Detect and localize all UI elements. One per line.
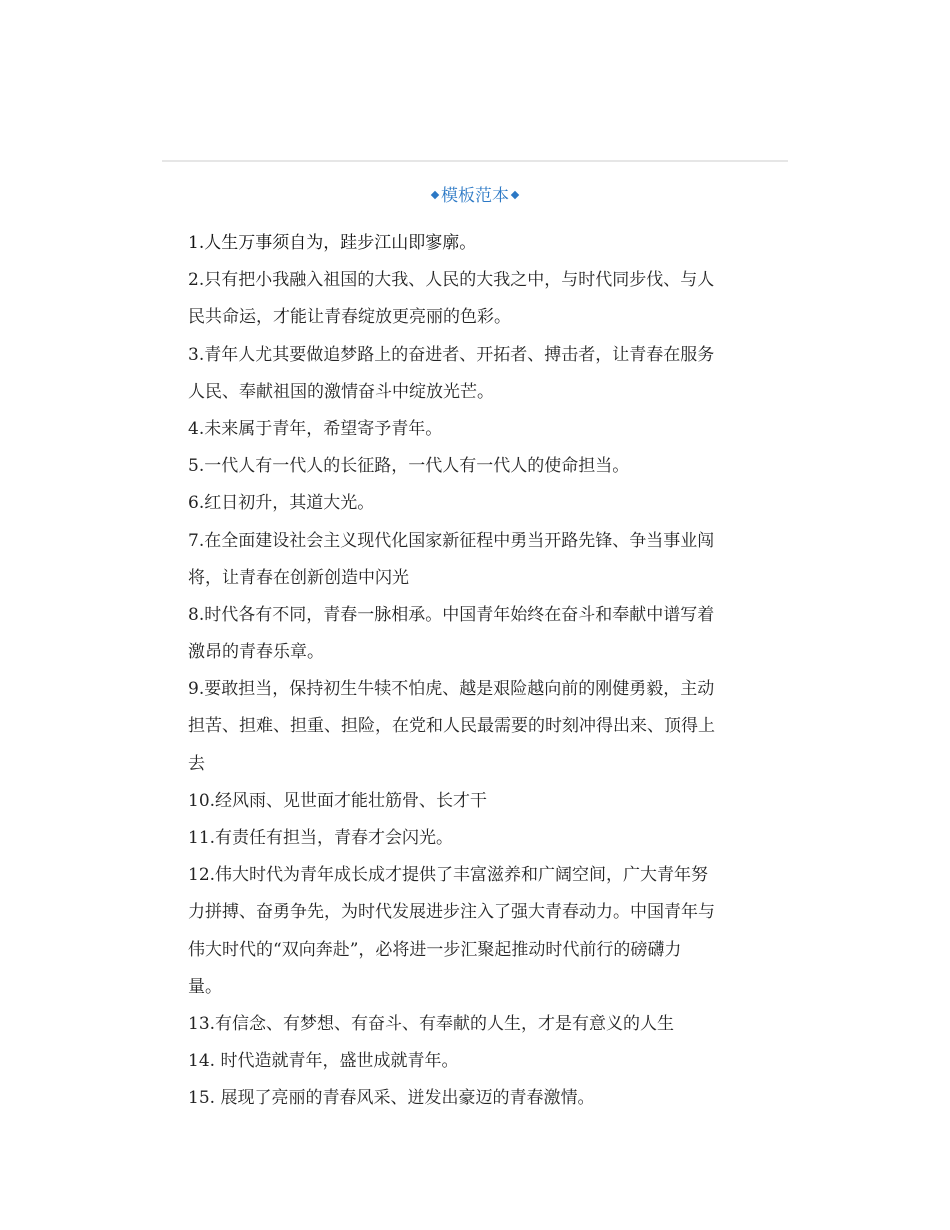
text-line: 14. 时代造就青年，盛世成就青年。 [188, 1051, 459, 1072]
text-line: 量。 [188, 976, 222, 997]
text-line: 5.一代人有一代人的长征路，一代人有一代人的使命担当。 [188, 456, 630, 477]
document-title-text: 模板范本 [441, 186, 509, 206]
text-line: 伟大时代的“双向奔赴”，必将进一步汇聚起推动时代前行的磅礴力 [188, 939, 682, 960]
document-body [188, 225, 763, 1118]
document-title [162, 183, 788, 209]
text-line: 11.有责任有担当，青春才会闪光。 [188, 828, 454, 848]
text-line: 13.有信念、有梦想、有奋斗、有奉献的人生，才是有意义的人生 [188, 1013, 675, 1034]
text-line: 15. 展现了亮丽的青春风采、迸发出豪迈的青春激情。 [188, 1088, 595, 1109]
text-line: 民共命运，才能让青春绽放更亮丽的色彩。 [188, 307, 511, 328]
text-line: 6.红日初升，其道大光。 [188, 493, 375, 514]
text-line: 2.只有把小我融入祖国的大我、人民的大我之中，与时代同步伐、与人 [188, 270, 715, 291]
diamond-right-icon [511, 190, 519, 198]
text-line: 激昂的青春乐章。 [188, 642, 324, 663]
text-line: 12.伟大时代为青年成长成才提供了丰富滋养和广阔空间，广大青年努 [188, 865, 709, 886]
text-line: 8.时代各有不同，青春一脉相承。中国青年始终在奋斗和奉献中谱写着 [188, 604, 715, 625]
text-line: 将，让青春在创新创造中闪光 [188, 567, 409, 588]
text-line: 9.要敢担当，保持初生牛犊不怕虎、越是艰险越向前的刚健勇毅，主动 [188, 679, 715, 700]
text-line: 去 [188, 753, 205, 774]
text-line: 7.在全面建设社会主义现代化国家新征程中勇当开路先锋、争当事业闯 [188, 530, 715, 551]
text-line: 1.人生万事须自为，跬步江山即寥廓。 [188, 233, 477, 253]
text-line: 4.未来属于青年，希望寄予青年。 [188, 418, 443, 439]
diamond-left-icon [431, 190, 439, 198]
text-line: 3.青年人尤其要做追梦路上的奋进者、开拓者、搏击者，让青春在服务 [188, 344, 715, 365]
text-line: 力拼搏、奋勇争先，为时代发展进步注入了强大青春动力。中国青年与 [188, 902, 715, 923]
text-line: 担苦、担难、担重、担险，在党和人民最需要的时刻冲得出来、顶得上 [188, 716, 715, 737]
text-line: 人民、奉献祖国的激情奋斗中绽放光芒。 [188, 381, 494, 402]
text-line: 10.经风雨、见世面才能壮筋骨、长才干 [188, 790, 488, 811]
header-divider [162, 160, 788, 162]
